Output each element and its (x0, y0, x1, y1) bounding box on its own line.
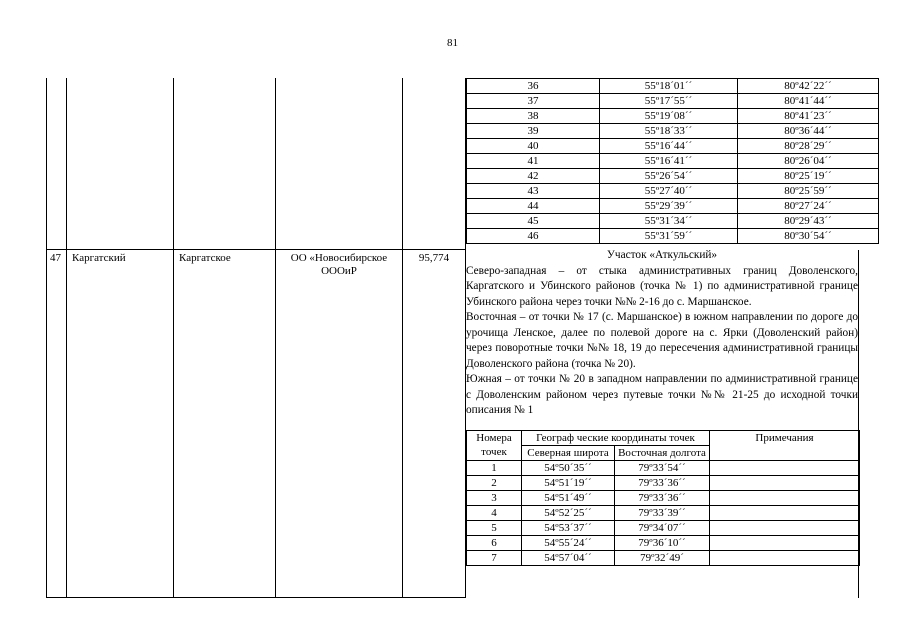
coordinates-table-continued (466, 78, 879, 244)
section-title: Участок «Аткульский» (606, 249, 718, 261)
entry-user: ОО «Новосибирское ОООиР (290, 252, 388, 277)
latitude: 55º26´54´´ (600, 169, 738, 184)
point-number: 40 (467, 139, 600, 154)
notes (710, 506, 860, 521)
point-number: 42 (467, 169, 600, 184)
page-number: 81 (447, 37, 458, 49)
table-row (467, 139, 879, 154)
latitude: 54º55´24´´ (522, 536, 615, 551)
table-row (467, 506, 860, 521)
point-number: 46 (467, 229, 600, 244)
latitude: 55º17´55´´ (600, 94, 738, 109)
table-row (467, 551, 860, 566)
table-row (467, 124, 879, 139)
table-row (467, 229, 879, 244)
longitude: 80º36´44´´ (738, 124, 879, 139)
longitude: 80º27´24´´ (738, 199, 879, 214)
table-row (467, 491, 860, 506)
longitude: 80º28´29´´ (738, 139, 879, 154)
row-divider (46, 249, 466, 250)
longitude: 79º33´54´´ (615, 461, 710, 476)
latitude: 55º31´34´´ (600, 214, 738, 229)
table-row (467, 199, 879, 214)
point-number: 38 (467, 109, 600, 124)
table-row (467, 536, 860, 551)
table-row (467, 476, 860, 491)
header-coordinates: Географ ческие координаты точек (522, 431, 710, 446)
point-number: 6 (467, 536, 522, 551)
boundary-east: Восточная – от точки № 17 (с. Маршанское) в южном направлении по дороге до урочища Ленское, далее по полевой дороге на с. Ярки (Доволенский район) через поворотные точки №№ 18, 19 до пересечения административной границы Доволенского района (точка № 20). (466, 311, 858, 370)
boundary-northwest: Северо-западная – от стыка административных границ Доволенского, Каргатского и Убинского районов (точка № 1) по административной границе Убинского района через точки №№ 2-16 до с. Маршанское. (466, 264, 858, 308)
point-number: 45 (467, 214, 600, 229)
longitude: 80º25´19´´ (738, 169, 879, 184)
header-points: Номера точек (467, 431, 522, 461)
header-notes: Примечания (710, 431, 860, 461)
longitude: 79º33´39´´ (615, 506, 710, 521)
point-number: 2 (467, 476, 522, 491)
longitude: 80º42´22´´ (738, 79, 879, 94)
latitude: 54º50´35´´ (522, 461, 615, 476)
longitude: 80º30´54´´ (738, 229, 879, 244)
entry-number: 47 (50, 252, 61, 264)
longitude: 79º33´36´´ (615, 491, 710, 506)
section-description (466, 248, 858, 419)
point-number: 7 (467, 551, 522, 566)
longitude: 79º32´49´ (615, 551, 710, 566)
longitude: 79º34´07´´ (615, 521, 710, 536)
latitude: 54º57´04´´ (522, 551, 615, 566)
point-number: 43 (467, 184, 600, 199)
point-number: 39 (467, 124, 600, 139)
latitude: 55º18´01´´ (600, 79, 738, 94)
latitude: 55º16´44´´ (600, 139, 738, 154)
header-east-longitude: Восточная долгота (615, 446, 710, 461)
point-number: 36 (467, 79, 600, 94)
entry-size: 95,774 (418, 252, 450, 264)
table-row (467, 94, 879, 109)
notes (710, 476, 860, 491)
table-row (467, 461, 860, 476)
point-number: 44 (467, 199, 600, 214)
notes (710, 461, 860, 476)
column-divider (173, 78, 174, 598)
latitude: 54º53´37´´ (522, 521, 615, 536)
table-row (467, 169, 879, 184)
table-border-left (46, 78, 47, 598)
point-number: 41 (467, 154, 600, 169)
latitude: 55º16´41´´ (600, 154, 738, 169)
entry-area: Каргатское (179, 252, 231, 264)
latitude: 54º52´25´´ (522, 506, 615, 521)
coordinates-table (466, 430, 860, 566)
notes (710, 551, 860, 566)
longitude: 79º36´10´´ (615, 536, 710, 551)
latitude: 55º31´59´´ (600, 229, 738, 244)
latitude: 54º51´49´´ (522, 491, 615, 506)
notes (710, 521, 860, 536)
latitude: 55º19´08´´ (600, 109, 738, 124)
notes (710, 536, 860, 551)
column-divider (402, 78, 403, 598)
entry-district: Каргатский (72, 252, 126, 264)
latitude: 55º29´39´´ (600, 199, 738, 214)
longitude: 79º33´36´´ (615, 476, 710, 491)
table-row (467, 521, 860, 536)
table-row (467, 184, 879, 199)
boundary-south: Южная – от точки № 20 в западном направлении по административной границе с Доволенским районом через путевые точки №№ 21-25 до исходной точки описания № 1 (466, 373, 858, 416)
longitude: 80º41´23´´ (738, 109, 879, 124)
table-row (467, 79, 879, 94)
column-divider (275, 78, 276, 598)
table-row (467, 109, 879, 124)
latitude: 55º18´33´´ (600, 124, 738, 139)
longitude: 80º41´44´´ (738, 94, 879, 109)
latitude: 54º51´19´´ (522, 476, 615, 491)
notes (710, 491, 860, 506)
point-number: 3 (467, 491, 522, 506)
point-number: 1 (467, 461, 522, 476)
table-row (467, 214, 879, 229)
point-number: 37 (467, 94, 600, 109)
point-number: 4 (467, 506, 522, 521)
longitude: 80º26´04´´ (738, 154, 879, 169)
longitude: 80º29´43´´ (738, 214, 879, 229)
table-border-bottom (46, 597, 466, 598)
header-north-latitude: Северная широта (522, 446, 615, 461)
column-divider (66, 78, 67, 598)
table-row (467, 154, 879, 169)
latitude: 55º27´40´´ (600, 184, 738, 199)
point-number: 5 (467, 521, 522, 536)
longitude: 80º25´59´´ (738, 184, 879, 199)
document-table (46, 78, 859, 598)
